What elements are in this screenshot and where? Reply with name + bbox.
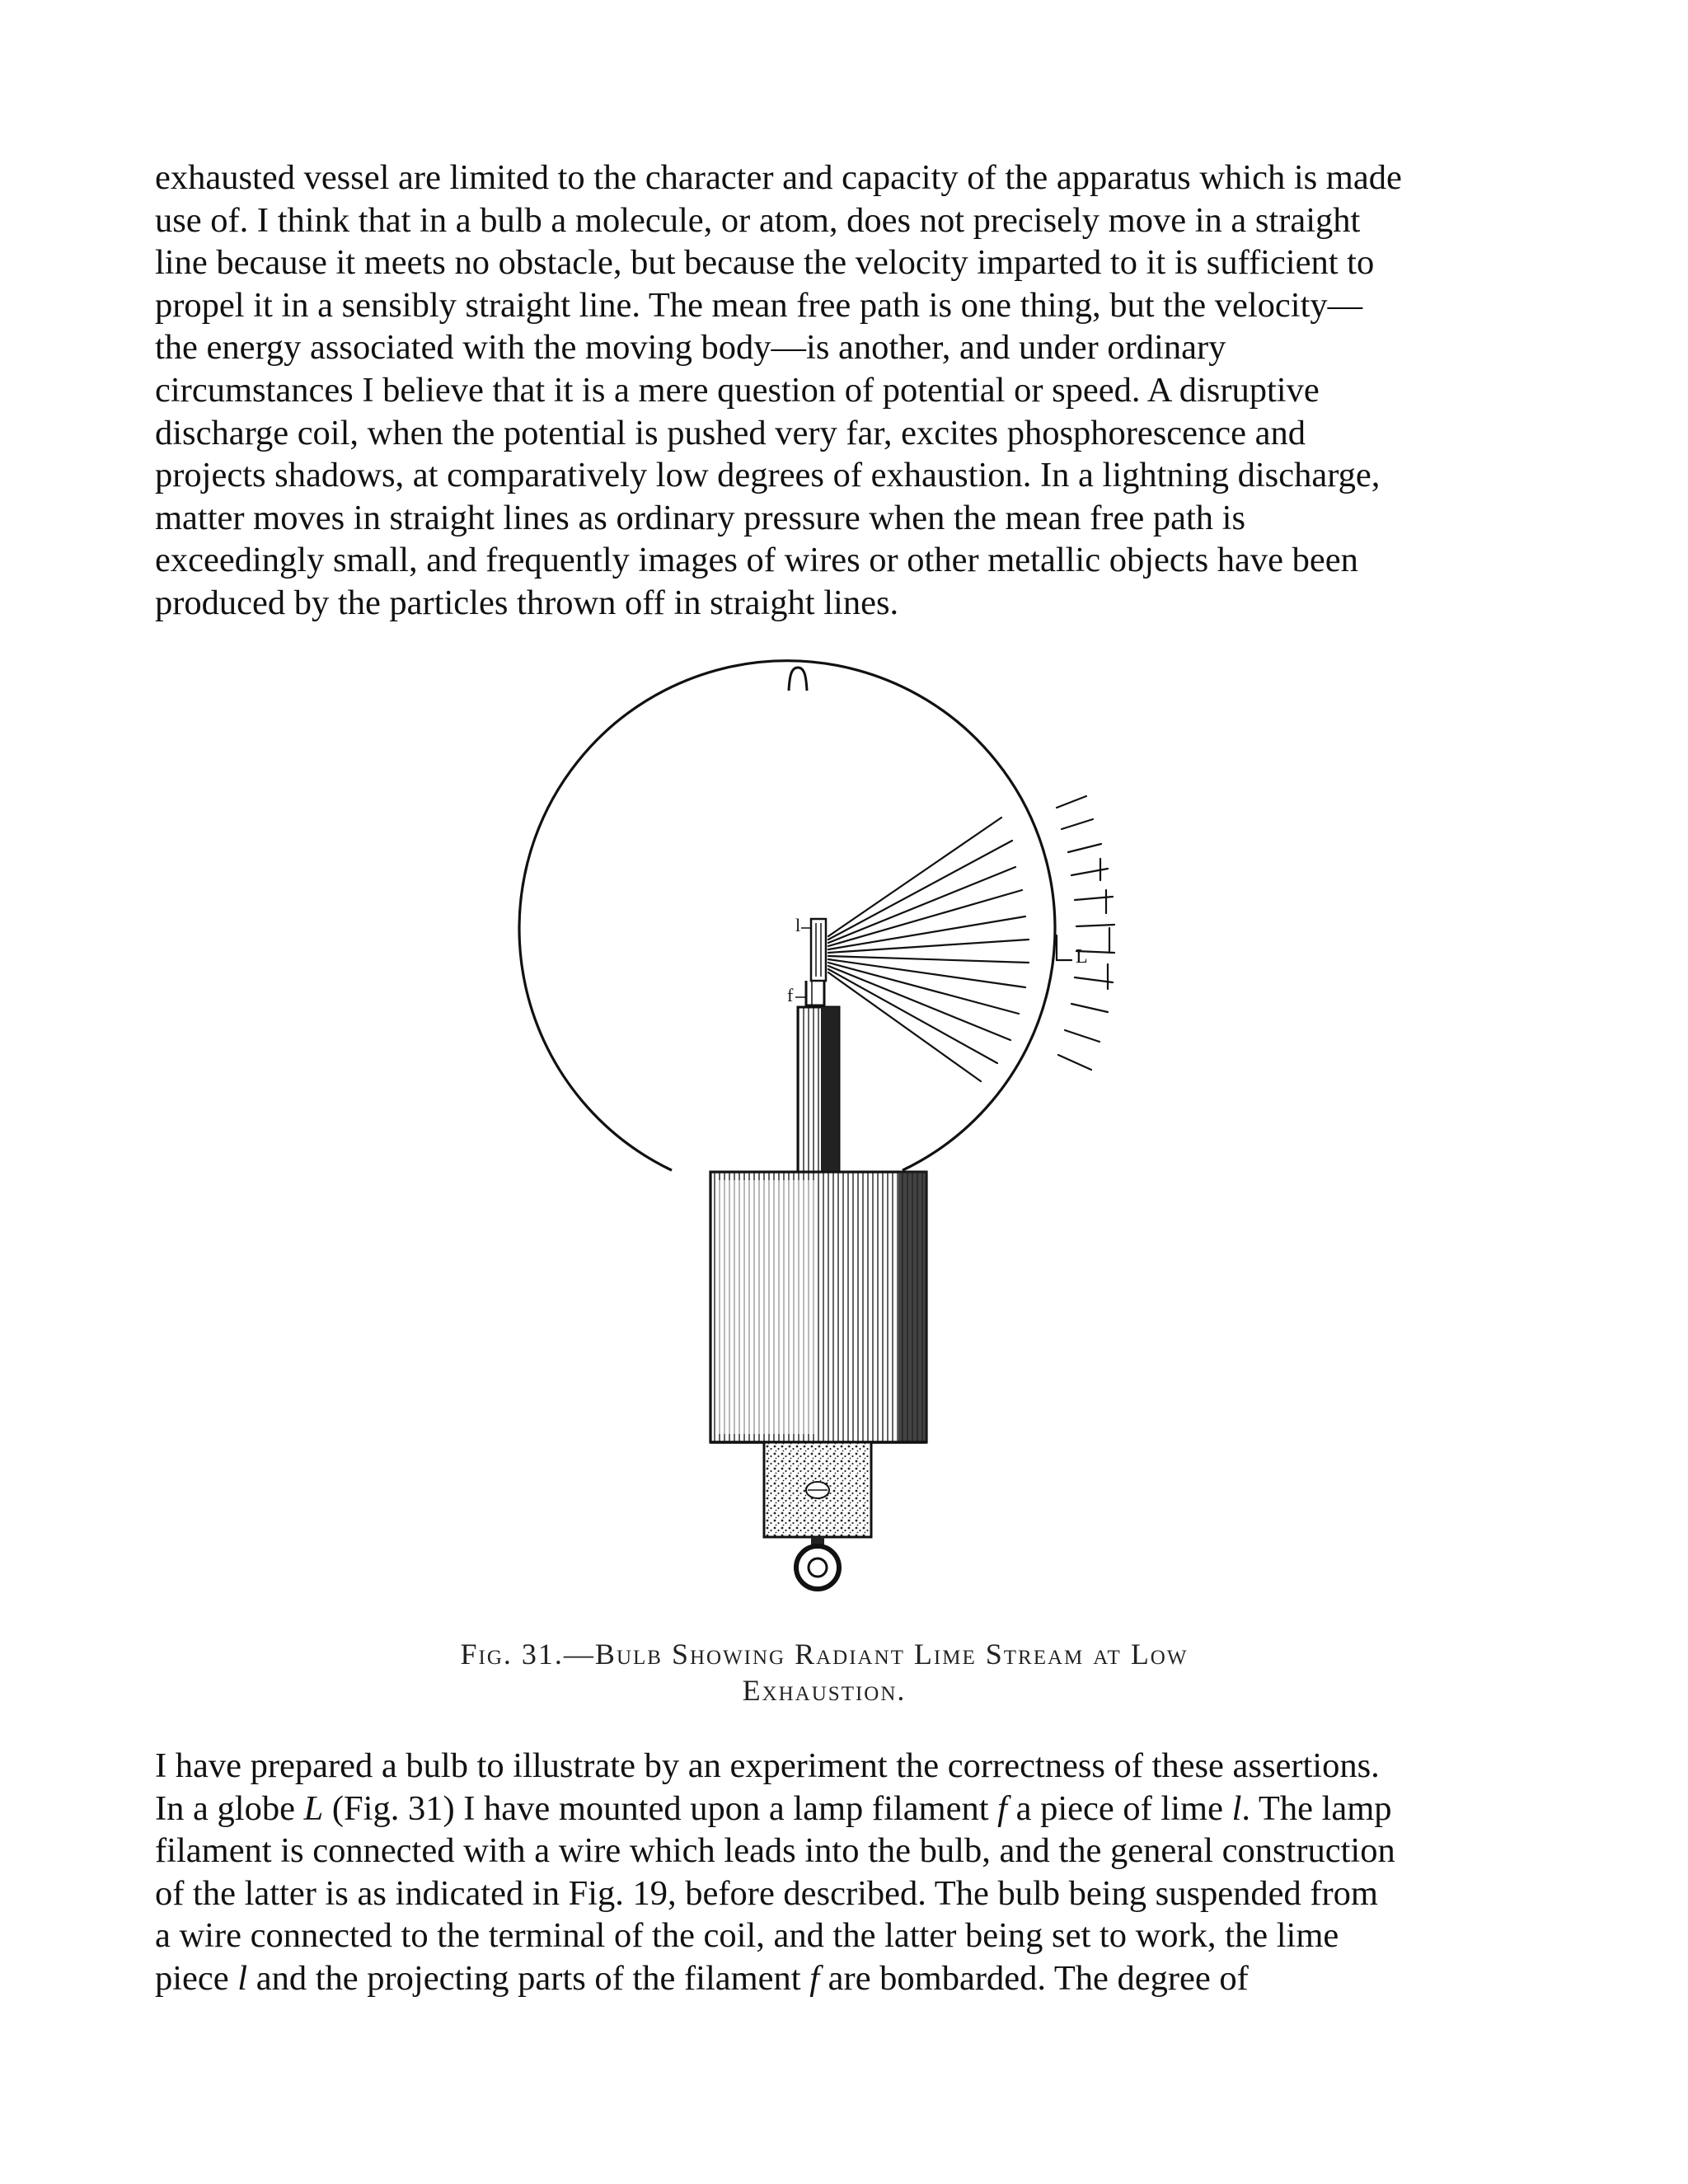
radiant-stream [828,796,1114,1081]
italic-run: l [1231,1788,1242,1828]
figure-label-L: L [1076,946,1088,968]
text-line [155,1788,1556,1830]
text-run: (Fig. 31) I have mounted upon a lamp filament [323,1788,998,1828]
italic-run: f [809,1958,820,1998]
text-line: projects shadows, at comparatively low degrees of exhaustion. In a lightning discharge, [155,456,1381,495]
text-line: exceedingly small, and frequently images of wires or other metallic objects have been [155,541,1358,580]
lime-piece [811,919,826,981]
text-line: line because it meets no obstacle, but because the velocity imparted to it is sufficient to [155,243,1375,283]
plug [764,1442,871,1537]
body-paragraph-bottom [155,1745,1556,2000]
text-line: exhausted vessel are limited to the character and capacity of the apparatus which is made [155,158,1402,197]
italic-run: l [237,1958,248,1998]
text-run: . The lamp [1241,1788,1392,1828]
text-run: piece [155,1958,238,1998]
text-line: of the latter is as indicated in Fig. 19, before described. The bulb being suspended from [155,1873,1378,1913]
text-line [155,1957,1556,2000]
caption-line: Exhaustion. [742,1674,907,1707]
terminal-ring [796,1537,839,1589]
text-line: a wire connected to the terminal of the coil, and the latter being set to work, the lime [155,1916,1339,1956]
support-stem [798,1007,839,1172]
text-run: a piece of lime [1006,1788,1232,1828]
italic-run: L [303,1788,324,1828]
text-line: the energy associated with the moving body—is another, and under ordinary [155,328,1226,368]
text-line: circumstances I believe that it is a mere question of potential or speed. A disruptive [155,370,1320,410]
socket-cylinder [710,1172,926,1442]
figure-label-f: f [787,985,794,1005]
text-line: propel it in a sensibly straight line. The mean free path is one thing, but the velocity— [155,285,1363,325]
text-run: are bombarded. The degree of [819,1958,1249,1998]
figure-label-l: l [795,915,801,935]
body-paragraph-top [155,157,1556,625]
italic-run: f [997,1788,1007,1828]
filament [806,981,824,1005]
globe-outline [519,661,1055,1170]
text-line: filament is connected with a wire which leads into the bulb, and the general construction [155,1831,1395,1871]
text-run: In a globe [155,1788,304,1828]
text-line: produced by the particles thrown off in straight lines. [155,583,899,622]
text-line: matter moves in straight lines as ordinary pressure when the mean free path is [155,498,1245,537]
text-line: use of. I think that in a bulb a molecule, or atom, does not precisely move in a straight [155,200,1361,240]
caption-line: Fig. 31.—Bulb Showing Radiant Lime Stream at Low [460,1638,1189,1671]
text-line: I have prepared a bulb to illustrate by an experiment the correctness of these assertions. [155,1746,1380,1785]
text-line: discharge coil, when the potential is pushed very far, excites phosphorescence and [155,413,1306,452]
text-run: and the projecting parts of the filament [247,1958,810,1998]
figure-caption [247,1636,1401,1708]
bulb-illustration [462,651,1170,1615]
